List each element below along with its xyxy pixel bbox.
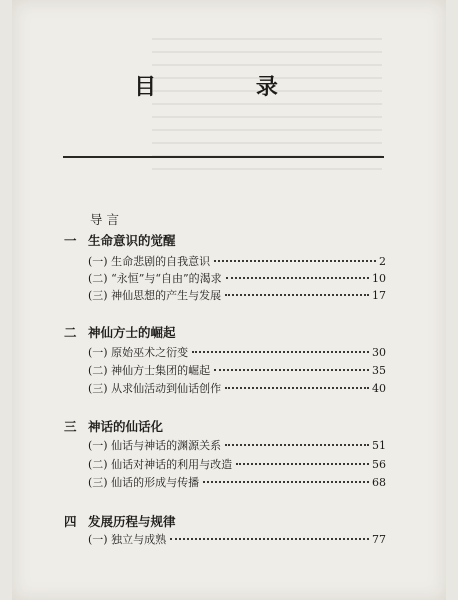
chapter-title: 神仙方士的崛起 [88, 325, 176, 340]
chapter-number: 四 [64, 514, 77, 529]
chapter-number: 一 [64, 233, 77, 248]
toc-entry [88, 253, 386, 269]
entry-label: (一) 独立与成熟 [88, 533, 167, 546]
entry-page: 2 [379, 255, 386, 268]
entry-page: 51 [372, 439, 386, 452]
entry-label: (二) “永恒”与“自由”的渴求 [88, 272, 222, 285]
dot-leader [225, 294, 369, 296]
dot-leader [226, 277, 369, 279]
page-title: 目 录 [134, 75, 324, 100]
dot-leader [225, 387, 369, 389]
entry-page: 56 [372, 458, 386, 471]
dot-leader [214, 260, 376, 262]
dot-leader [236, 463, 369, 465]
dot-leader [192, 351, 369, 353]
entry-label: (二) 仙话对神话的利用与改造 [88, 458, 233, 471]
chapter-number: 二 [64, 325, 77, 340]
toc-entry [88, 270, 386, 286]
entry-page: 30 [372, 346, 386, 359]
intro-heading: 导 言 [90, 212, 119, 227]
entry-label: (一) 生命悲剧的自我意识 [88, 255, 211, 268]
chapter-number: 三 [64, 419, 77, 434]
entry-page: 35 [372, 364, 386, 377]
chapter-title: 发展历程与规律 [88, 514, 176, 529]
dot-leader [225, 444, 369, 446]
dot-leader [214, 369, 369, 371]
toc-entry [88, 380, 386, 396]
entry-page: 17 [372, 289, 386, 302]
entry-label: (一) 仙话与神话的渊源关系 [88, 439, 222, 452]
title-rule [63, 156, 384, 158]
entry-page: 77 [372, 533, 386, 546]
toc-entry [88, 362, 386, 378]
entry-page: 40 [372, 382, 386, 395]
entry-label: (三) 神仙思想的产生与发展 [88, 289, 222, 302]
toc-entry [88, 287, 386, 303]
entry-label: (三) 从求仙活动到仙话创作 [88, 382, 222, 395]
dot-leader [203, 481, 369, 483]
chapter-title: 神话的仙话化 [88, 419, 164, 434]
entry-label: (三) 仙话的形成与传播 [88, 476, 200, 489]
entry-page: 10 [372, 272, 386, 285]
toc-entry [88, 456, 386, 472]
entry-label: (二) 神仙方士集团的崛起 [88, 364, 211, 377]
entry-page: 68 [372, 476, 386, 489]
toc-entry [88, 344, 386, 360]
dot-leader [170, 538, 369, 540]
toc-entry [88, 474, 386, 490]
toc-entry [88, 531, 386, 547]
toc-entry [88, 437, 386, 453]
chapter-title: 生命意识的觉醒 [88, 233, 176, 248]
entry-label: (一) 原始巫术之衍变 [88, 346, 189, 359]
